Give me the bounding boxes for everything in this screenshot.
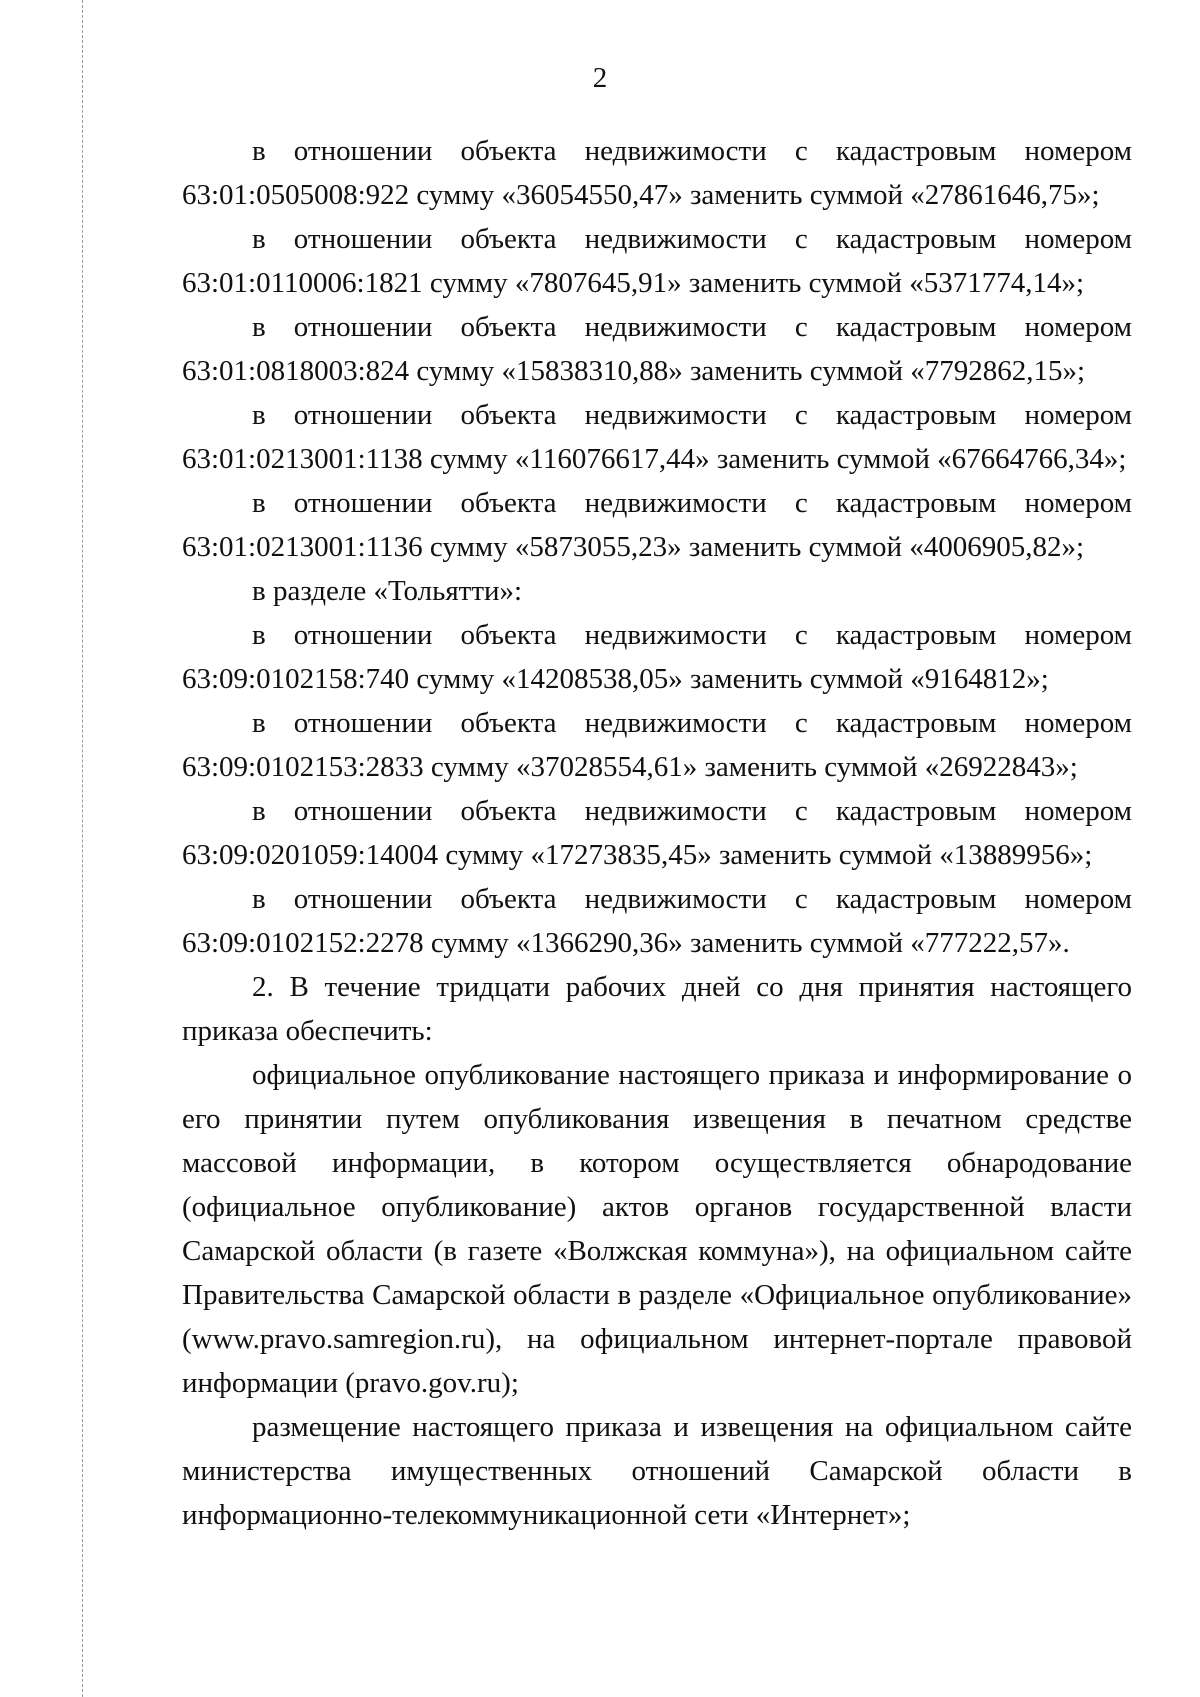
amendment-line-1: в отношении объекта недвижимости с кадастровым номером (252, 399, 1132, 431)
amendment-line-1: в отношении объекта недвижимости с кадастровым номером (252, 795, 1132, 827)
amendment-item (182, 613, 1132, 701)
amendment-item (182, 789, 1132, 877)
amendment-item (182, 129, 1132, 217)
amendment-line-1: в отношении объекта недвижимости с кадастровым номером (252, 707, 1132, 739)
amendment-item (182, 701, 1132, 789)
amendment-item (182, 305, 1132, 393)
paragraph-publication: официальное опубликование настоящего приказа и информирование о его принятии путем опубликования извещения в печатном средстве массовой информации, в котором осуществляется обнародование (официальное опубликование) актов органов государственной власти Самарской области (в газете «Волжская коммуна»), на официальном сайте Правительства Самарской области в разделе «Официальное опубликование» (www.pravo.samregion.ru), на официальном интернет-портале правовой информации (pravo.gov.ru); (182, 1059, 1132, 1399)
paragraph-placement: размещение настоящего приказа и извещения на официальном сайте министерства имущественных отношений Самарской области в информационно-телекоммуникационной сети «Интернет»; (182, 1411, 1132, 1531)
page-number: 2 (592, 62, 608, 94)
amendment-line-1: в отношении объекта недвижимости с кадастровым номером (252, 223, 1132, 255)
amendment-line-2: 63:09:0102152:2278 сумму «1366290,36» заменить суммой «777222,57». (182, 927, 1070, 959)
amendment-item (182, 393, 1132, 481)
amendment-line-2: 63:01:0818003:824 сумму «15838310,88» заменить суммой «7792862,15»; (182, 355, 1086, 387)
amendment-item (182, 217, 1132, 305)
scan-margin-line (82, 0, 83, 1697)
paragraph-2: 2. В течение тридцати рабочих дней со дня принятия настоящего приказа обеспечить: (182, 971, 1132, 1047)
section-heading-togliatti: в разделе «Тольятти»: (252, 575, 523, 607)
amendment-line-1: в отношении объекта недвижимости с кадастровым номером (252, 619, 1132, 651)
amendment-line-2: 63:01:0505008:922 сумму «36054550,47» заменить суммой «27861646,75»; (182, 179, 1100, 211)
amendment-line-2: 63:09:0201059:14004 сумму «17273835,45» заменить суммой «13889956»; (182, 839, 1093, 871)
amendment-line-1: в отношении объекта недвижимости с кадастровым номером (252, 135, 1132, 167)
amendment-line-2: 63:01:0110006:1821 сумму «7807645,91» заменить суммой «5371774,14»; (182, 267, 1085, 299)
amendment-line-1: в отношении объекта недвижимости с кадастровым номером (252, 487, 1132, 519)
amendment-line-2: 63:09:0102158:740 сумму «14208538,05» заменить суммой «9164812»; (182, 663, 1049, 695)
amendment-item (182, 877, 1132, 965)
amendment-line-1: в отношении объекта недвижимости с кадастровым номером (252, 311, 1132, 343)
document-body (182, 129, 1132, 1537)
amendment-item (182, 481, 1132, 569)
amendment-line-2: 63:01:0213001:1136 сумму «5873055,23» заменить суммой «4006905,82»; (182, 531, 1085, 563)
amendment-line-2: 63:09:0102153:2833 сумму «37028554,61» заменить суммой «26922843»; (182, 751, 1078, 783)
amendment-line-1: в отношении объекта недвижимости с кадастровым номером (252, 883, 1132, 915)
amendment-line-2: 63:01:0213001:1138 сумму «116076617,44» заменить суммой «67664766,34»; (182, 443, 1127, 475)
